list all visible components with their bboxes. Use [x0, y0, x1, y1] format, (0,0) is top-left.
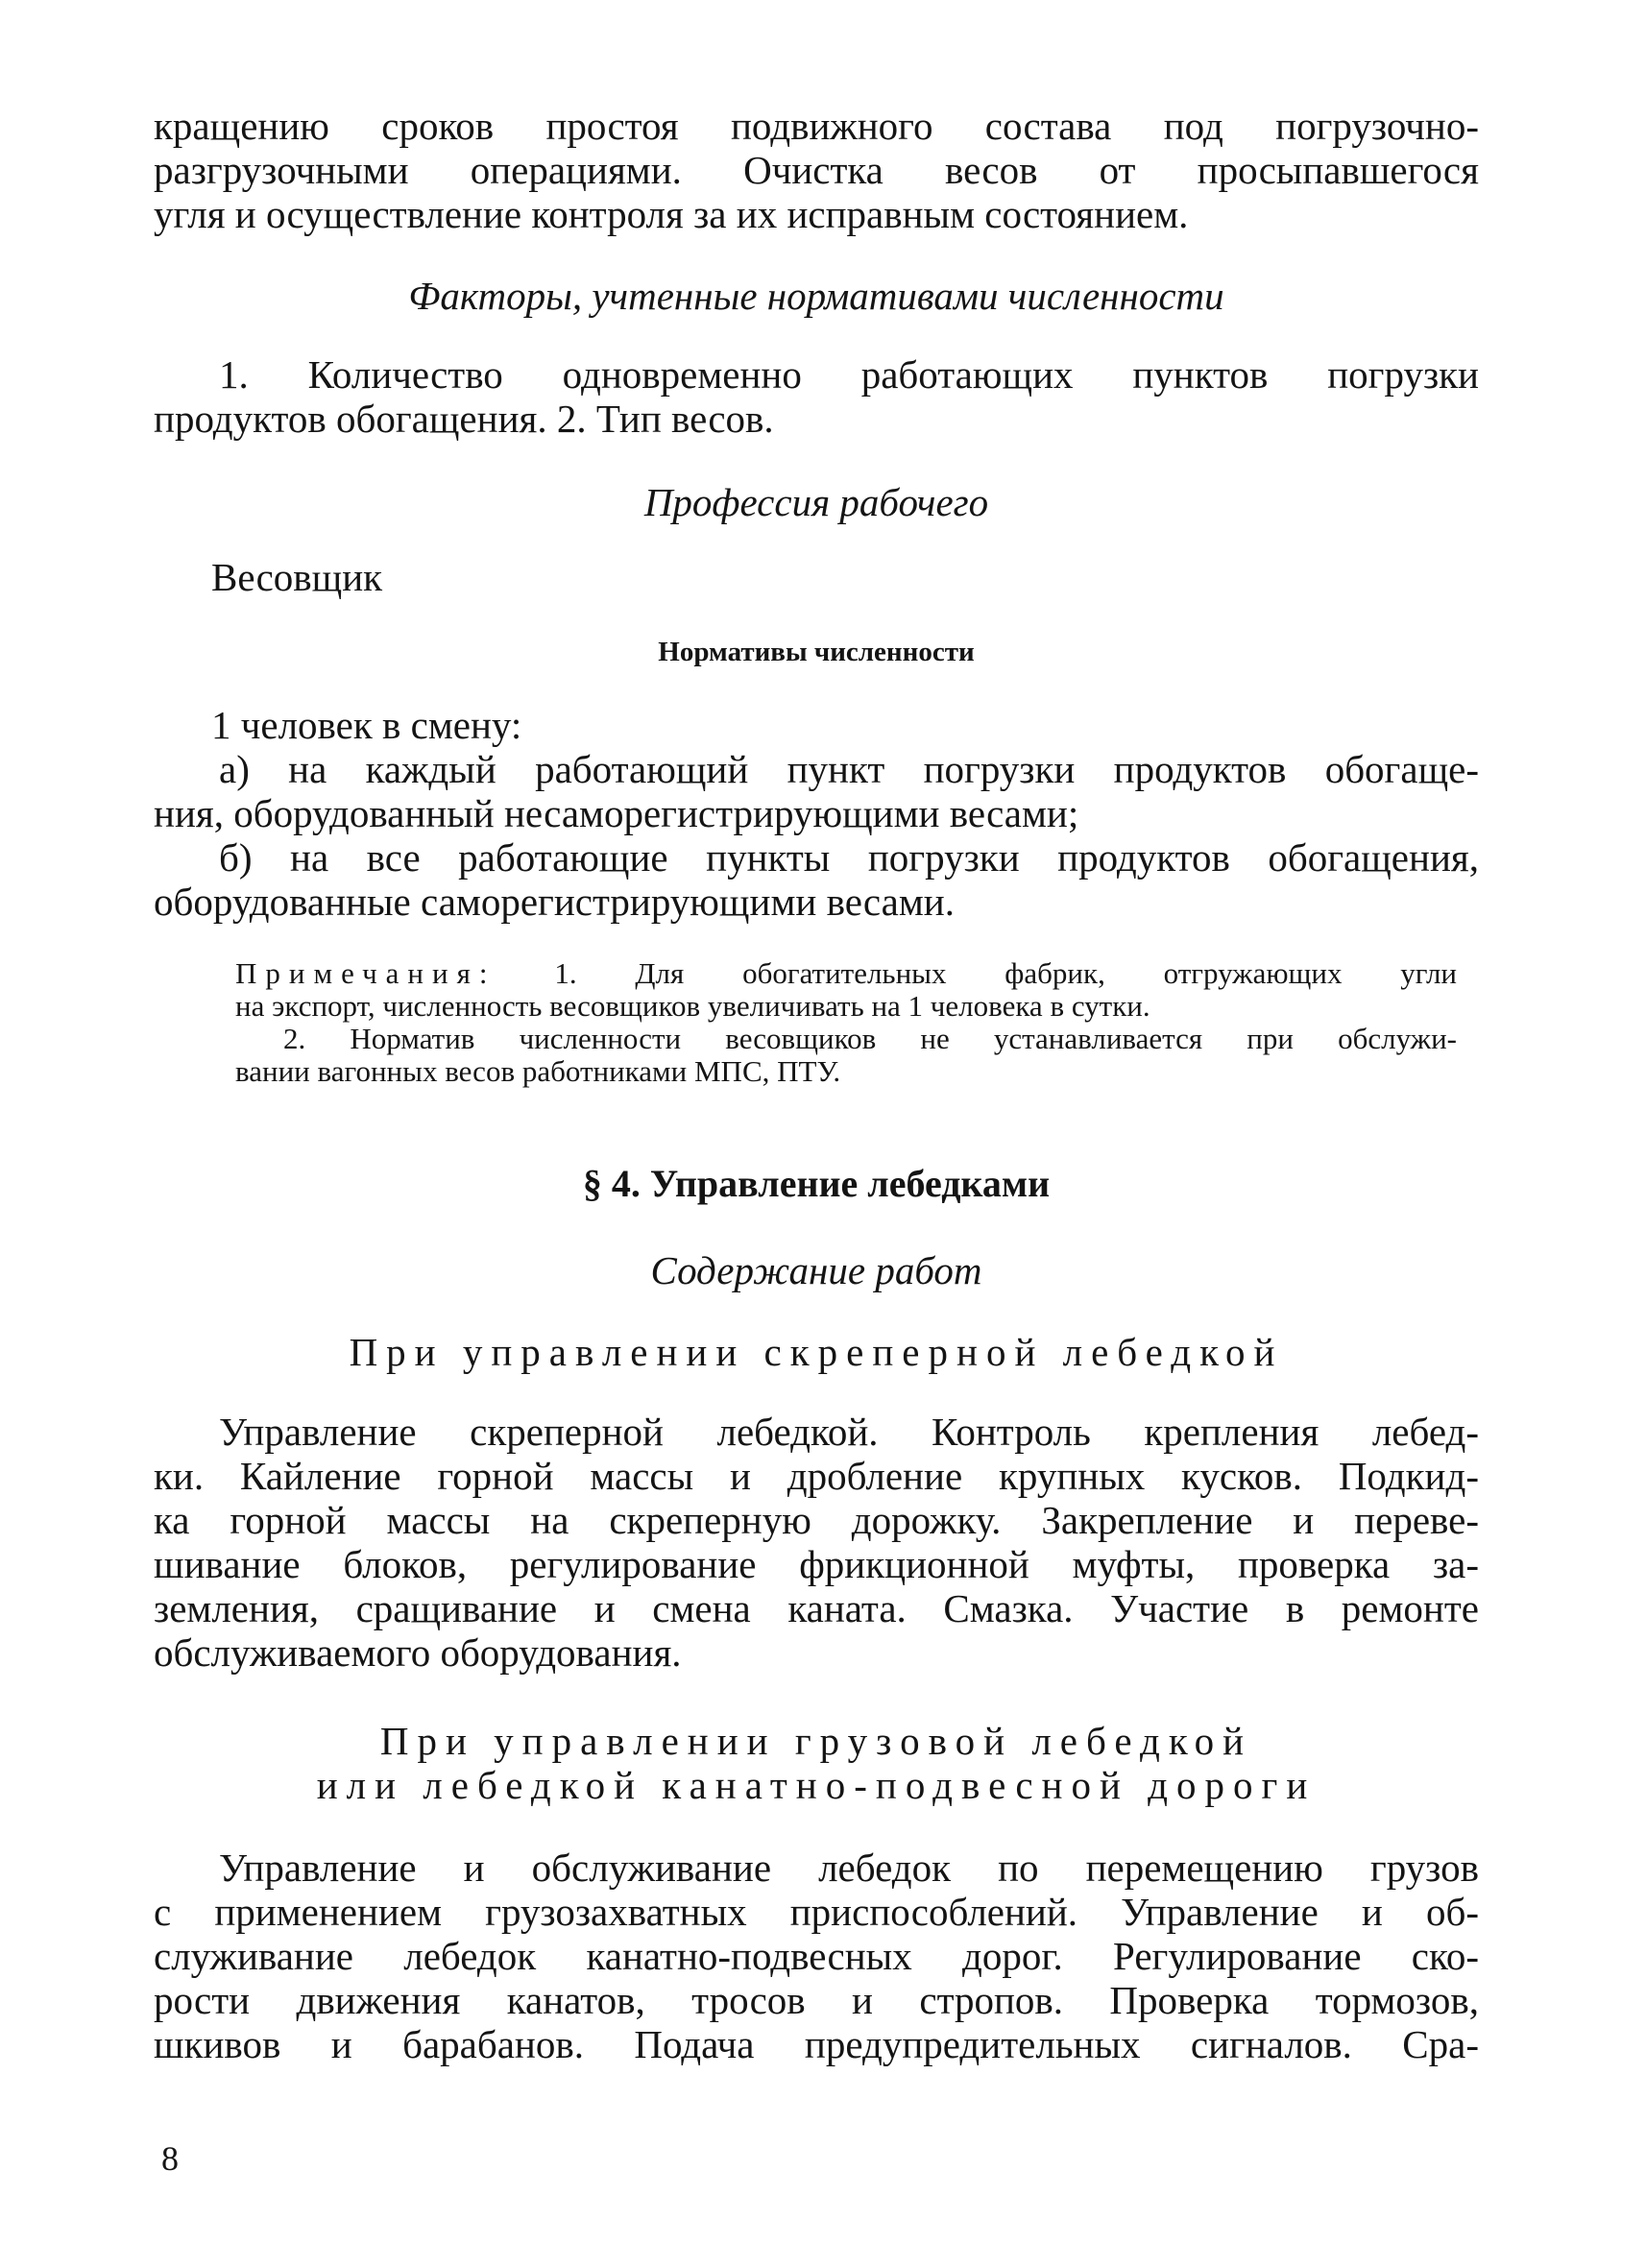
text-line: 1. Количество одновременно работающих пунктов погрузки: [219, 352, 1479, 397]
factors-heading: Факторы, учтенные нормативами численности: [408, 274, 1224, 318]
text-line: Управление и обслуживание лебедок по перемещению грузов: [219, 1846, 1479, 1890]
factors-paragraph: [154, 352, 1479, 441]
norms-heading: Нормативы численности: [658, 637, 975, 667]
subsection-1-heading: При управлении скреперной лебедкой: [349, 1330, 1284, 1374]
norms-item-b: [154, 835, 1479, 924]
note-1-line: на экспорт, численность весовщиков увеличивать на 1 человека в сутки.: [235, 989, 1150, 1023]
subsection-1-paragraph: [154, 1410, 1479, 1675]
norms-item-a: [154, 747, 1479, 835]
text-line: Управление скреперной лебедкой. Контроль крепления лебед-: [219, 1410, 1479, 1454]
text-line: ка горной массы на скреперную дорожку. Закрепление и переве-: [154, 1498, 1479, 1542]
profession-name: Весовщик: [211, 555, 383, 599]
subsection-2-heading: [154, 1719, 1479, 1807]
norms-lead: 1 человек в смену:: [211, 703, 522, 747]
text-line: обслуживаемого оборудования.: [154, 1630, 682, 1675]
content-heading: Содержание работ: [650, 1248, 982, 1292]
text-line: а) на каждый работающий пункт погрузки продуктов обогаще-: [219, 747, 1479, 791]
text-line: угля и осуществление контроля за их исправным состоянием.: [154, 192, 1189, 236]
text-line: земления, сращивание и смена каната. Смазка. Участие в ремонте: [154, 1586, 1479, 1630]
subsection-2-paragraph: [154, 1846, 1479, 2066]
note-2-line: 2. Норматив численности весовщиков не устанавливается при обслужи-: [283, 1022, 1457, 1055]
text-line: рости движения канатов, тросов и стропов. Проверка тормозов,: [154, 1978, 1479, 2022]
section-title: § 4. Управление лебедками: [582, 1162, 1051, 1205]
text-line: оборудованные саморегистрирующими весами.: [154, 880, 955, 924]
text-line: б) на все работающие пункты погрузки продуктов обогащения,: [219, 835, 1479, 880]
text-line: разгрузочными операциями. Очистка весов от просыпавшегося: [154, 148, 1479, 192]
profession-heading: Профессия рабочего: [643, 480, 989, 524]
heading-line: При управлении грузовой лебедкой: [379, 1719, 1253, 1763]
text-line: шивание блоков, регулирование фрикционной муфты, проверка за-: [154, 1542, 1479, 1586]
note-1-line: Примечания: 1. Для обогатительных фабрик, отгружающих угли: [235, 956, 1458, 990]
text-line: ки. Кайление горной массы и дробление крупных кусков. Подкид-: [154, 1454, 1479, 1498]
notes-block: [235, 957, 1457, 1088]
heading-line: или лебедкой канатно-подвесной дороги: [316, 1763, 1317, 1807]
text-line: кращению сроков простоя подвижного состава под погрузочно-: [154, 104, 1479, 148]
note-2-line: вании вагонных весов работниками МПС, ПТУ.: [235, 1054, 841, 1088]
text-line: ния, оборудованный несаморегистрирующими весами;: [154, 791, 1079, 835]
text-line: шкивов и барабанов. Подача предупредительных сигналов. Сра-: [154, 2022, 1479, 2066]
page-number: 8: [161, 2139, 179, 2178]
text-line: продуктов обогащения. 2. Тип весов.: [154, 397, 774, 441]
intro-paragraph: [154, 104, 1479, 236]
text-line: с применением грузозахватных приспособлений. Управление и об-: [154, 1890, 1479, 1934]
text-line: служивание лебедок канатно-подвесных дорог. Регулирование ско-: [154, 1934, 1479, 1978]
notes-label: Примечания:: [235, 956, 496, 990]
